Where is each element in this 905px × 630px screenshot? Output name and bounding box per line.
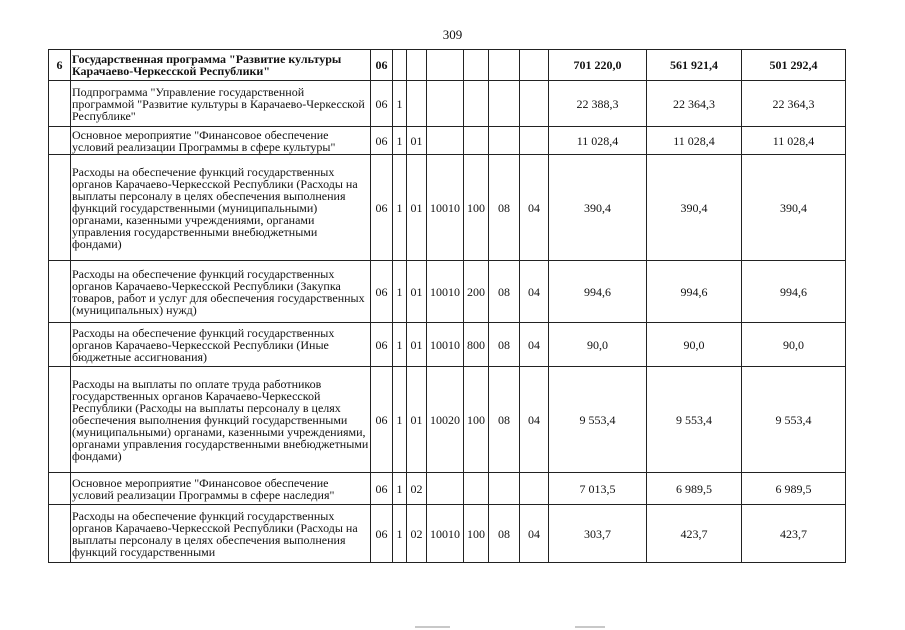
row-index: [49, 367, 71, 473]
table-row: [49, 127, 846, 155]
code-event: 01: [407, 155, 427, 261]
amount-year-3: 6 989,5: [742, 473, 846, 505]
code-program: 06: [371, 155, 393, 261]
amount-year-3: 390,4: [742, 155, 846, 261]
scan-artifact: [575, 626, 605, 628]
code-subsection: [520, 50, 549, 81]
amount-year-3: 22 364,3: [742, 81, 846, 127]
code-section: 08: [489, 261, 520, 323]
code-program: 06: [371, 127, 393, 155]
amount-year-1: 701 220,0: [549, 50, 647, 81]
budget-table: [48, 49, 846, 563]
code-expense-type: [464, 127, 489, 155]
code-subsection: 04: [520, 155, 549, 261]
code-subprogram: 1: [393, 261, 407, 323]
amount-year-3: 423,7: [742, 505, 846, 563]
code-section: [489, 473, 520, 505]
row-name: Расходы на обеспечение функций государственных органов Карачаево-Черкесской Республики (Расходы на выплаты персоналу в целях обеспечения выполнения функций государственными (муниципальными) органами, казенными учреждениями, органами управления государственными внебюджетными фондами): [71, 155, 371, 261]
amount-year-3: 90,0: [742, 323, 846, 367]
code-program: 06: [371, 261, 393, 323]
code-expense-type: [464, 50, 489, 81]
code-event: [407, 81, 427, 127]
code-subprogram: 1: [393, 505, 407, 563]
code-direction: [427, 473, 464, 505]
code-section: 08: [489, 505, 520, 563]
code-direction: 10010: [427, 261, 464, 323]
code-expense-type: 800: [464, 323, 489, 367]
code-subsection: [520, 81, 549, 127]
code-subprogram: [393, 50, 407, 81]
row-name: Основное мероприятие "Финансовое обеспечение условий реализации Программы в сфере наследия": [71, 473, 371, 505]
amount-year-3: 994,6: [742, 261, 846, 323]
amount-year-1: 7 013,5: [549, 473, 647, 505]
amount-year-1: 9 553,4: [549, 367, 647, 473]
table-row: [49, 367, 846, 473]
code-section: [489, 127, 520, 155]
row-name: Основное мероприятие "Финансовое обеспечение условий реализации Программы в сфере культуры": [71, 127, 371, 155]
amount-year-1: 390,4: [549, 155, 647, 261]
amount-year-3: 9 553,4: [742, 367, 846, 473]
code-section: 08: [489, 367, 520, 473]
amount-year-3: 11 028,4: [742, 127, 846, 155]
code-direction: 10010: [427, 505, 464, 563]
code-event: 02: [407, 473, 427, 505]
code-direction: [427, 81, 464, 127]
row-index: 6: [49, 50, 71, 81]
code-program: 06: [371, 505, 393, 563]
code-event: [407, 50, 427, 81]
amount-year-2: 994,6: [647, 261, 742, 323]
amount-year-2: 6 989,5: [647, 473, 742, 505]
code-expense-type: [464, 81, 489, 127]
code-subsection: [520, 473, 549, 505]
code-subprogram: 1: [393, 155, 407, 261]
amount-year-1: 90,0: [549, 323, 647, 367]
code-event: 01: [407, 127, 427, 155]
code-event: 01: [407, 323, 427, 367]
row-name: Расходы на обеспечение функций государственных органов Карачаево-Черкесской Республики (Иные бюджетные ассигнования): [71, 323, 371, 367]
code-subsection: 04: [520, 367, 549, 473]
code-subprogram: 1: [393, 81, 407, 127]
code-subprogram: 1: [393, 473, 407, 505]
amount-year-2: 390,4: [647, 155, 742, 261]
row-index: [49, 473, 71, 505]
code-subsection: [520, 127, 549, 155]
row-index: [49, 323, 71, 367]
amount-year-1: 22 388,3: [549, 81, 647, 127]
row-index: [49, 81, 71, 127]
row-name: Государственная программа "Развитие культуры Карачаево-Черкесской Республики": [71, 50, 371, 81]
table-row: [49, 505, 846, 563]
table-row: [49, 323, 846, 367]
code-program: 06: [371, 367, 393, 473]
table-row: [49, 473, 846, 505]
code-program: 06: [371, 323, 393, 367]
row-name: Подпрограмма "Управление государственной программой "Развитие культуры в Карачаево-Черкесской Республике": [71, 81, 371, 127]
amount-year-2: 423,7: [647, 505, 742, 563]
code-program: 06: [371, 81, 393, 127]
code-section: [489, 81, 520, 127]
code-event: 01: [407, 261, 427, 323]
code-direction: [427, 50, 464, 81]
amount-year-2: 9 553,4: [647, 367, 742, 473]
scan-artifact: [415, 626, 450, 628]
amount-year-1: 994,6: [549, 261, 647, 323]
code-section: [489, 50, 520, 81]
code-subprogram: 1: [393, 127, 407, 155]
amount-year-1: 303,7: [549, 505, 647, 563]
code-subsection: 04: [520, 261, 549, 323]
amount-year-2: 90,0: [647, 323, 742, 367]
code-expense-type: 100: [464, 155, 489, 261]
amount-year-1: 11 028,4: [549, 127, 647, 155]
page-number: 309: [442, 27, 463, 42]
amount-year-2: 22 364,3: [647, 81, 742, 127]
table-row: [49, 261, 846, 323]
code-expense-type: 100: [464, 505, 489, 563]
code-subsection: 04: [520, 505, 549, 563]
row-index: [49, 261, 71, 323]
table-row: [49, 50, 846, 81]
code-event: 01: [407, 367, 427, 473]
table-row: [49, 81, 846, 127]
code-section: 08: [489, 323, 520, 367]
amount-year-2: 11 028,4: [647, 127, 742, 155]
code-section: 08: [489, 155, 520, 261]
code-program: 06: [371, 473, 393, 505]
code-direction: 10010: [427, 155, 464, 261]
amount-year-3: 501 292,4: [742, 50, 846, 81]
code-event: 02: [407, 505, 427, 563]
code-program: 06: [371, 50, 393, 81]
code-direction: [427, 127, 464, 155]
row-name: Расходы на обеспечение функций государственных органов Карачаево-Черкесской Республики (Закупка товаров, работ и услуг для обеспечения государственных (муниципальных) нужд): [71, 261, 371, 323]
code-subprogram: 1: [393, 367, 407, 473]
code-direction: 10020: [427, 367, 464, 473]
row-index: [49, 155, 71, 261]
code-subprogram: 1: [393, 323, 407, 367]
code-expense-type: 200: [464, 261, 489, 323]
row-name: Расходы на обеспечение функций государственных органов Карачаево-Черкесской Республики (Расходы на выплаты персоналу в целях обеспечения выполнения функций государственными: [71, 505, 371, 563]
row-index: [49, 505, 71, 563]
code-direction: 10010: [427, 323, 464, 367]
row-index: [49, 127, 71, 155]
row-name: Расходы на выплаты по оплате труда работников государственных органов Карачаево-Черкесской Республики (Расходы на выплаты персоналу в целях обеспечения выполнения функций государственными (муниципальными) органами, казенными учреждениями, органами управления государственными внебюджетными фондами): [71, 367, 371, 473]
code-subsection: 04: [520, 323, 549, 367]
code-expense-type: 100: [464, 367, 489, 473]
amount-year-2: 561 921,4: [647, 50, 742, 81]
table-row: [49, 155, 846, 261]
code-expense-type: [464, 473, 489, 505]
